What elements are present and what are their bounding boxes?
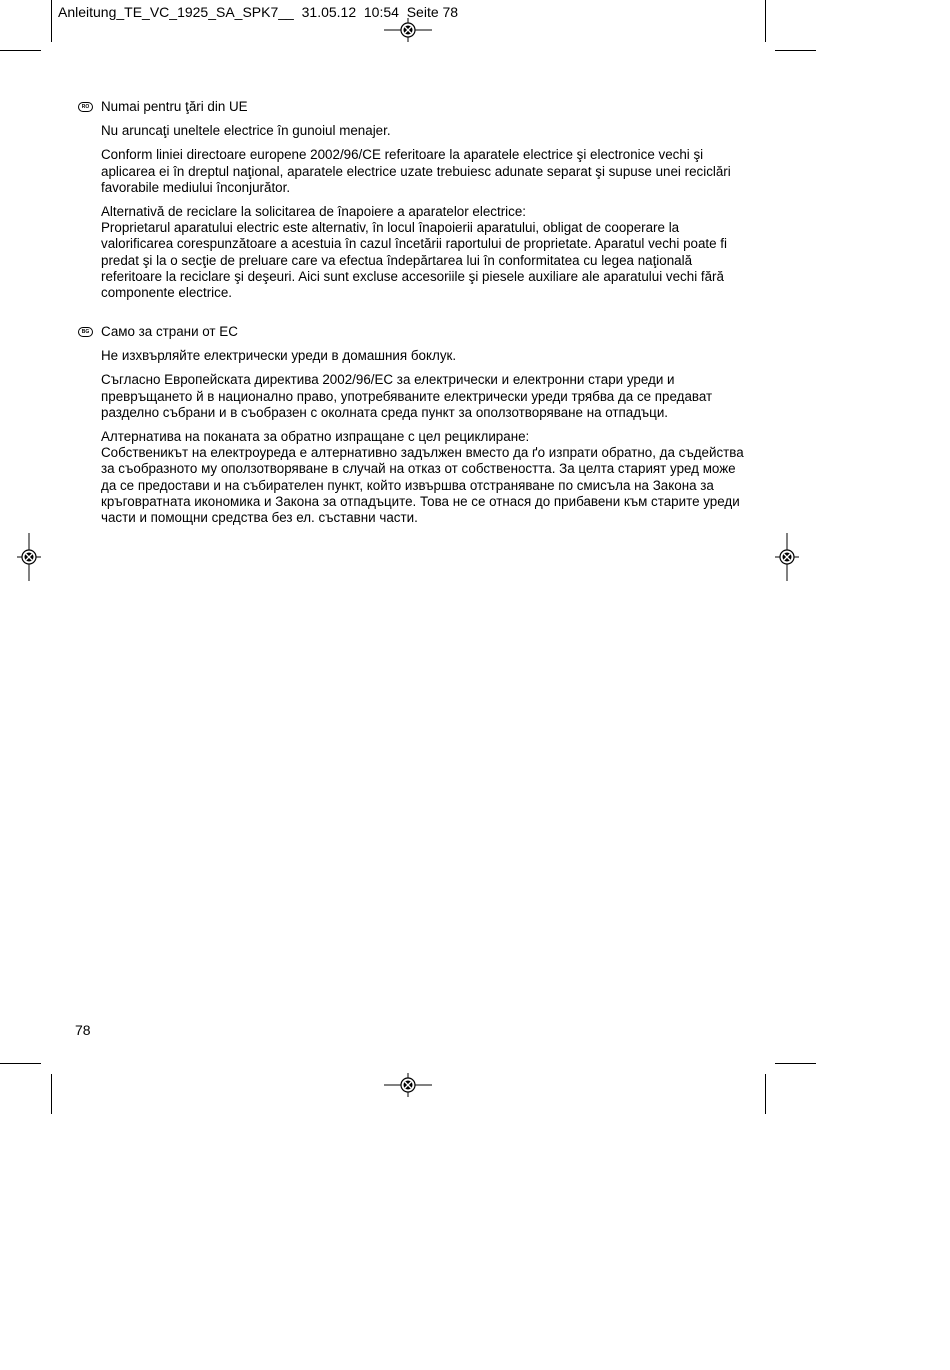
section-heading: Numai pentru ţări din UE: [101, 99, 248, 114]
crop-mark: [0, 50, 41, 51]
crop-mark: [51, 0, 52, 42]
section-heading: Само за страни от ЕС: [101, 324, 238, 339]
crop-mark: [51, 1074, 52, 1114]
section-bg: [81, 324, 751, 534]
crop-mark: [775, 50, 816, 51]
section-ro: [81, 99, 751, 309]
crop-mark: [775, 1063, 816, 1064]
crop-mark: [765, 1074, 766, 1114]
language-badge-bg-icon: BG: [78, 327, 93, 337]
crop-mark: [765, 0, 766, 42]
paragraph: Алтернатива на поканата за обратно изпращане с цел рециклиране: Собственикът на електроуреда е алтернативно задължен вместо да ґо изпрати обратно, да съдейства за съобразното му оползотворяване в случай на отказ от собствеността. За целта старият уред може да се предостави и на събирателен пункт, който извършва отстраняване по смисъла на Закона за кръговратната икономика и Закона за отпадъците. Това не се отнася до прибавени към старите уреди части и помощни средства без ел. съставни части.: [101, 429, 744, 526]
paragraph: Съгласно Европейската директива 2002/96/ЕС за електрически и електронни стари уреди и превръщането й в национално право, употребяваните електрически уреди трябва да се предават разделно събрани и в съобразен с околната среда пункт за оползотворяване на отпадъци.: [101, 372, 713, 420]
print-slug: Anleitung_TE_VC_1925_SA_SPK7__ 31.05.12 10:54 Seite 78: [58, 4, 459, 20]
paragraph: Conform liniei directoare europene 2002/96/CE referitoare la aparatele electrice şi electronice vechi şi aplicarea ei în dreptul naţional, aparatele electrice uzate trebuiesc adunate separat şi supuse unei reciclări favorabile mediului înconjurător.: [101, 147, 731, 195]
language-badge-ro-icon: RO: [78, 102, 93, 112]
paragraph: Не изхвърляйте електрически уреди в домашния боклук.: [101, 348, 457, 364]
crop-mark: [0, 1063, 41, 1064]
registration-mark-icon: [384, 1073, 432, 1097]
paragraph: Alternativă de reciclare la solicitarea de înapoiere a aparatelor electrice: Proprietarul aparatului electric este alternativ, în locul înapoierii aparatului, obligat de cooperare la valorificarea corespunzătoare a acestuia în cazul încetării raportului de proprietate. Aparatul vechi poate fi predat şi la o secţie de preluare care va efectua îndepărtarea lui în conformitatea cu legea naţională referitoare la reciclare şi deşeuri. Aici sunt excluse accesoriile şi piesele auxiliare ale aparatului vechi fără componente electrice.: [101, 204, 727, 301]
registration-mark-icon: [384, 18, 432, 42]
registration-mark-icon: [17, 533, 41, 581]
page-number: 78: [75, 1022, 91, 1038]
registration-mark-icon: [775, 533, 799, 581]
paragraph: Nu aruncaţi uneltele electrice în gunoiul menajer.: [101, 123, 391, 139]
